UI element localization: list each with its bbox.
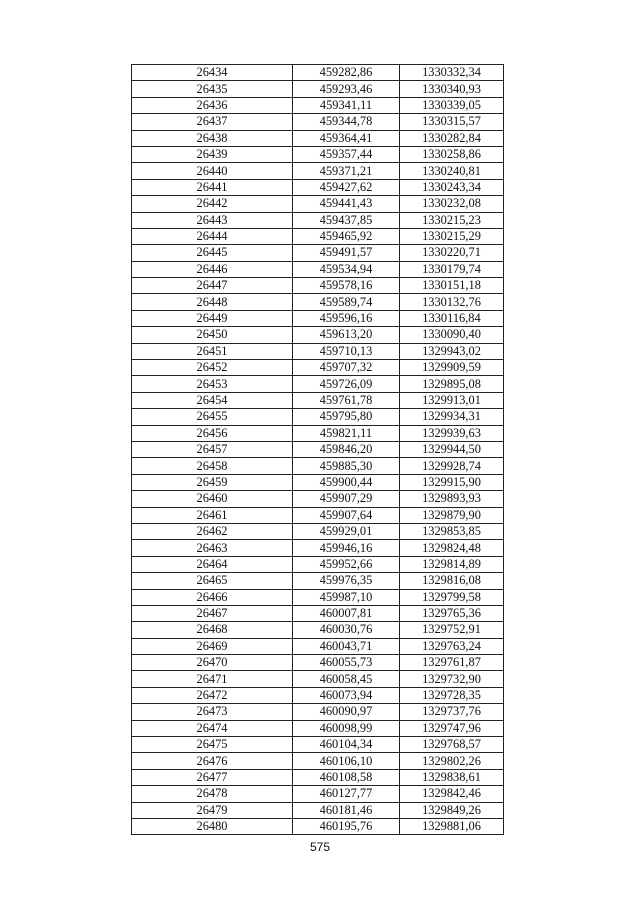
x-coordinate-cell: 459900,44 xyxy=(293,474,400,490)
point-number-cell: 26464 xyxy=(132,556,293,572)
point-number-cell: 26468 xyxy=(132,622,293,638)
table-row xyxy=(132,786,504,802)
x-coordinate-cell: 460127,77 xyxy=(293,786,400,802)
point-number-cell: 26471 xyxy=(132,671,293,687)
table-row xyxy=(132,376,504,392)
x-coordinate-cell: 459821,11 xyxy=(293,425,400,441)
table-row xyxy=(132,130,504,146)
table-row xyxy=(132,327,504,343)
coordinates-table-body xyxy=(132,65,504,835)
y-coordinate-cell: 1330151,18 xyxy=(400,278,504,294)
x-coordinate-cell: 460195,76 xyxy=(293,818,400,834)
table-row xyxy=(132,81,504,97)
table-row xyxy=(132,655,504,671)
x-coordinate-cell: 460106,10 xyxy=(293,753,400,769)
y-coordinate-cell: 1330232,08 xyxy=(400,196,504,212)
y-coordinate-cell: 1329763,24 xyxy=(400,638,504,654)
point-number-cell: 26477 xyxy=(132,769,293,785)
table-row xyxy=(132,146,504,162)
table-row xyxy=(132,605,504,621)
y-coordinate-cell: 1329915,90 xyxy=(400,474,504,490)
y-coordinate-cell: 1329816,08 xyxy=(400,573,504,589)
point-number-cell: 26480 xyxy=(132,818,293,834)
y-coordinate-cell: 1329728,35 xyxy=(400,687,504,703)
y-coordinate-cell: 1329928,74 xyxy=(400,458,504,474)
x-coordinate-cell: 460055,73 xyxy=(293,655,400,671)
y-coordinate-cell: 1330258,86 xyxy=(400,146,504,162)
x-coordinate-cell: 460007,81 xyxy=(293,605,400,621)
point-number-cell: 26457 xyxy=(132,441,293,457)
point-number-cell: 26460 xyxy=(132,491,293,507)
y-coordinate-cell: 1330282,84 xyxy=(400,130,504,146)
point-number-cell: 26444 xyxy=(132,228,293,244)
x-coordinate-cell: 459613,20 xyxy=(293,327,400,343)
point-number-cell: 26443 xyxy=(132,212,293,228)
y-coordinate-cell: 1329799,58 xyxy=(400,589,504,605)
x-coordinate-cell: 460098,99 xyxy=(293,720,400,736)
y-coordinate-cell: 1329732,90 xyxy=(400,671,504,687)
table-row xyxy=(132,65,504,81)
x-coordinate-cell: 459427,62 xyxy=(293,179,400,195)
point-number-cell: 26469 xyxy=(132,638,293,654)
table-row xyxy=(132,540,504,556)
y-coordinate-cell: 1329802,26 xyxy=(400,753,504,769)
table-row xyxy=(132,245,504,261)
x-coordinate-cell: 459491,57 xyxy=(293,245,400,261)
table-row xyxy=(132,556,504,572)
table-row xyxy=(132,179,504,195)
table-row xyxy=(132,163,504,179)
x-coordinate-cell: 459341,11 xyxy=(293,97,400,113)
table-row xyxy=(132,360,504,376)
x-coordinate-cell: 459885,30 xyxy=(293,458,400,474)
point-number-cell: 26446 xyxy=(132,261,293,277)
table-row xyxy=(132,491,504,507)
point-number-cell: 26475 xyxy=(132,737,293,753)
point-number-cell: 26439 xyxy=(132,146,293,162)
x-coordinate-cell: 459371,21 xyxy=(293,163,400,179)
point-number-cell: 26447 xyxy=(132,278,293,294)
y-coordinate-cell: 1329943,02 xyxy=(400,343,504,359)
table-row xyxy=(132,573,504,589)
y-coordinate-cell: 1330315,57 xyxy=(400,114,504,130)
y-coordinate-cell: 1330116,84 xyxy=(400,310,504,326)
table-row xyxy=(132,392,504,408)
table-row xyxy=(132,97,504,113)
point-number-cell: 26436 xyxy=(132,97,293,113)
point-number-cell: 26440 xyxy=(132,163,293,179)
y-coordinate-cell: 1329913,01 xyxy=(400,392,504,408)
point-number-cell: 26451 xyxy=(132,343,293,359)
point-number-cell: 26450 xyxy=(132,327,293,343)
point-number-cell: 26441 xyxy=(132,179,293,195)
point-number-cell: 26442 xyxy=(132,196,293,212)
point-number-cell: 26453 xyxy=(132,376,293,392)
point-number-cell: 26470 xyxy=(132,655,293,671)
y-coordinate-cell: 1330132,76 xyxy=(400,294,504,310)
x-coordinate-cell: 459710,13 xyxy=(293,343,400,359)
y-coordinate-cell: 1329761,87 xyxy=(400,655,504,671)
y-coordinate-cell: 1329881,06 xyxy=(400,818,504,834)
y-coordinate-cell: 1329824,48 xyxy=(400,540,504,556)
point-number-cell: 26449 xyxy=(132,310,293,326)
x-coordinate-cell: 459952,66 xyxy=(293,556,400,572)
table-row xyxy=(132,114,504,130)
point-number-cell: 26476 xyxy=(132,753,293,769)
x-coordinate-cell: 460030,76 xyxy=(293,622,400,638)
y-coordinate-cell: 1330240,81 xyxy=(400,163,504,179)
y-coordinate-cell: 1329765,36 xyxy=(400,605,504,621)
table-row xyxy=(132,278,504,294)
table-row xyxy=(132,196,504,212)
point-number-cell: 26479 xyxy=(132,802,293,818)
x-coordinate-cell: 459578,16 xyxy=(293,278,400,294)
y-coordinate-cell: 1329814,89 xyxy=(400,556,504,572)
table-row xyxy=(132,261,504,277)
x-coordinate-cell: 459465,92 xyxy=(293,228,400,244)
x-coordinate-cell: 459282,86 xyxy=(293,65,400,81)
table-row xyxy=(132,720,504,736)
y-coordinate-cell: 1330215,23 xyxy=(400,212,504,228)
x-coordinate-cell: 459907,29 xyxy=(293,491,400,507)
x-coordinate-cell: 459534,94 xyxy=(293,261,400,277)
point-number-cell: 26458 xyxy=(132,458,293,474)
table-row xyxy=(132,343,504,359)
y-coordinate-cell: 1329747,96 xyxy=(400,720,504,736)
table-row xyxy=(132,441,504,457)
point-number-cell: 26448 xyxy=(132,294,293,310)
table-row xyxy=(132,310,504,326)
table-row xyxy=(132,523,504,539)
point-number-cell: 26452 xyxy=(132,360,293,376)
point-number-cell: 26466 xyxy=(132,589,293,605)
x-coordinate-cell: 459846,20 xyxy=(293,441,400,457)
x-coordinate-cell: 459441,43 xyxy=(293,196,400,212)
point-number-cell: 26445 xyxy=(132,245,293,261)
table-row xyxy=(132,294,504,310)
x-coordinate-cell: 460108,58 xyxy=(293,769,400,785)
x-coordinate-cell: 459364,41 xyxy=(293,130,400,146)
table-row xyxy=(132,737,504,753)
table-row xyxy=(132,409,504,425)
point-number-cell: 26438 xyxy=(132,130,293,146)
table-row xyxy=(132,622,504,638)
x-coordinate-cell: 460073,94 xyxy=(293,687,400,703)
x-coordinate-cell: 460090,97 xyxy=(293,704,400,720)
x-coordinate-cell: 460104,34 xyxy=(293,737,400,753)
y-coordinate-cell: 1329934,31 xyxy=(400,409,504,425)
y-coordinate-cell: 1330340,93 xyxy=(400,81,504,97)
x-coordinate-cell: 459357,44 xyxy=(293,146,400,162)
y-coordinate-cell: 1329752,91 xyxy=(400,622,504,638)
x-coordinate-cell: 459293,46 xyxy=(293,81,400,97)
point-number-cell: 26472 xyxy=(132,687,293,703)
table-row xyxy=(132,228,504,244)
y-coordinate-cell: 1329838,61 xyxy=(400,769,504,785)
x-coordinate-cell: 459344,78 xyxy=(293,114,400,130)
y-coordinate-cell: 1329944,50 xyxy=(400,441,504,457)
y-coordinate-cell: 1329893,93 xyxy=(400,491,504,507)
y-coordinate-cell: 1329895,08 xyxy=(400,376,504,392)
y-coordinate-cell: 1330220,71 xyxy=(400,245,504,261)
point-number-cell: 26478 xyxy=(132,786,293,802)
y-coordinate-cell: 1329853,85 xyxy=(400,523,504,539)
y-coordinate-cell: 1330179,74 xyxy=(400,261,504,277)
x-coordinate-cell: 460043,71 xyxy=(293,638,400,654)
point-number-cell: 26467 xyxy=(132,605,293,621)
table-row xyxy=(132,802,504,818)
x-coordinate-cell: 459437,85 xyxy=(293,212,400,228)
point-number-cell: 26465 xyxy=(132,573,293,589)
table-row xyxy=(132,425,504,441)
coordinates-table xyxy=(131,64,504,835)
point-number-cell: 26461 xyxy=(132,507,293,523)
x-coordinate-cell: 459707,32 xyxy=(293,360,400,376)
y-coordinate-cell: 1330339,05 xyxy=(400,97,504,113)
page-number: 575 xyxy=(309,840,331,854)
table-row xyxy=(132,753,504,769)
point-number-cell: 26473 xyxy=(132,704,293,720)
y-coordinate-cell: 1329842,46 xyxy=(400,786,504,802)
x-coordinate-cell: 459946,16 xyxy=(293,540,400,556)
point-number-cell: 26463 xyxy=(132,540,293,556)
point-number-cell: 26474 xyxy=(132,720,293,736)
table-row xyxy=(132,507,504,523)
x-coordinate-cell: 459976,35 xyxy=(293,573,400,589)
table-row xyxy=(132,638,504,654)
point-number-cell: 26455 xyxy=(132,409,293,425)
x-coordinate-cell: 459929,01 xyxy=(293,523,400,539)
table-row xyxy=(132,687,504,703)
x-coordinate-cell: 459596,16 xyxy=(293,310,400,326)
y-coordinate-cell: 1330243,34 xyxy=(400,179,504,195)
table-row xyxy=(132,458,504,474)
point-number-cell: 26456 xyxy=(132,425,293,441)
point-number-cell: 26454 xyxy=(132,392,293,408)
x-coordinate-cell: 459726,09 xyxy=(293,376,400,392)
x-coordinate-cell: 459795,80 xyxy=(293,409,400,425)
point-number-cell: 26459 xyxy=(132,474,293,490)
y-coordinate-cell: 1330332,34 xyxy=(400,65,504,81)
table-row xyxy=(132,474,504,490)
y-coordinate-cell: 1329849,26 xyxy=(400,802,504,818)
table-row xyxy=(132,589,504,605)
x-coordinate-cell: 459987,10 xyxy=(293,589,400,605)
y-coordinate-cell: 1329879,90 xyxy=(400,507,504,523)
x-coordinate-cell: 459761,78 xyxy=(293,392,400,408)
point-number-cell: 26434 xyxy=(132,65,293,81)
point-number-cell: 26437 xyxy=(132,114,293,130)
point-number-cell: 26462 xyxy=(132,523,293,539)
table-row xyxy=(132,671,504,687)
y-coordinate-cell: 1330090,40 xyxy=(400,327,504,343)
y-coordinate-cell: 1329768,57 xyxy=(400,737,504,753)
table-row xyxy=(132,818,504,834)
y-coordinate-cell: 1330215,29 xyxy=(400,228,504,244)
y-coordinate-cell: 1329909,59 xyxy=(400,360,504,376)
table-row xyxy=(132,769,504,785)
point-number-cell: 26435 xyxy=(132,81,293,97)
x-coordinate-cell: 459589,74 xyxy=(293,294,400,310)
x-coordinate-cell: 459907,64 xyxy=(293,507,400,523)
x-coordinate-cell: 460181,46 xyxy=(293,802,400,818)
table-row xyxy=(132,212,504,228)
table-row xyxy=(132,704,504,720)
x-coordinate-cell: 460058,45 xyxy=(293,671,400,687)
y-coordinate-cell: 1329737,76 xyxy=(400,704,504,720)
y-coordinate-cell: 1329939,63 xyxy=(400,425,504,441)
